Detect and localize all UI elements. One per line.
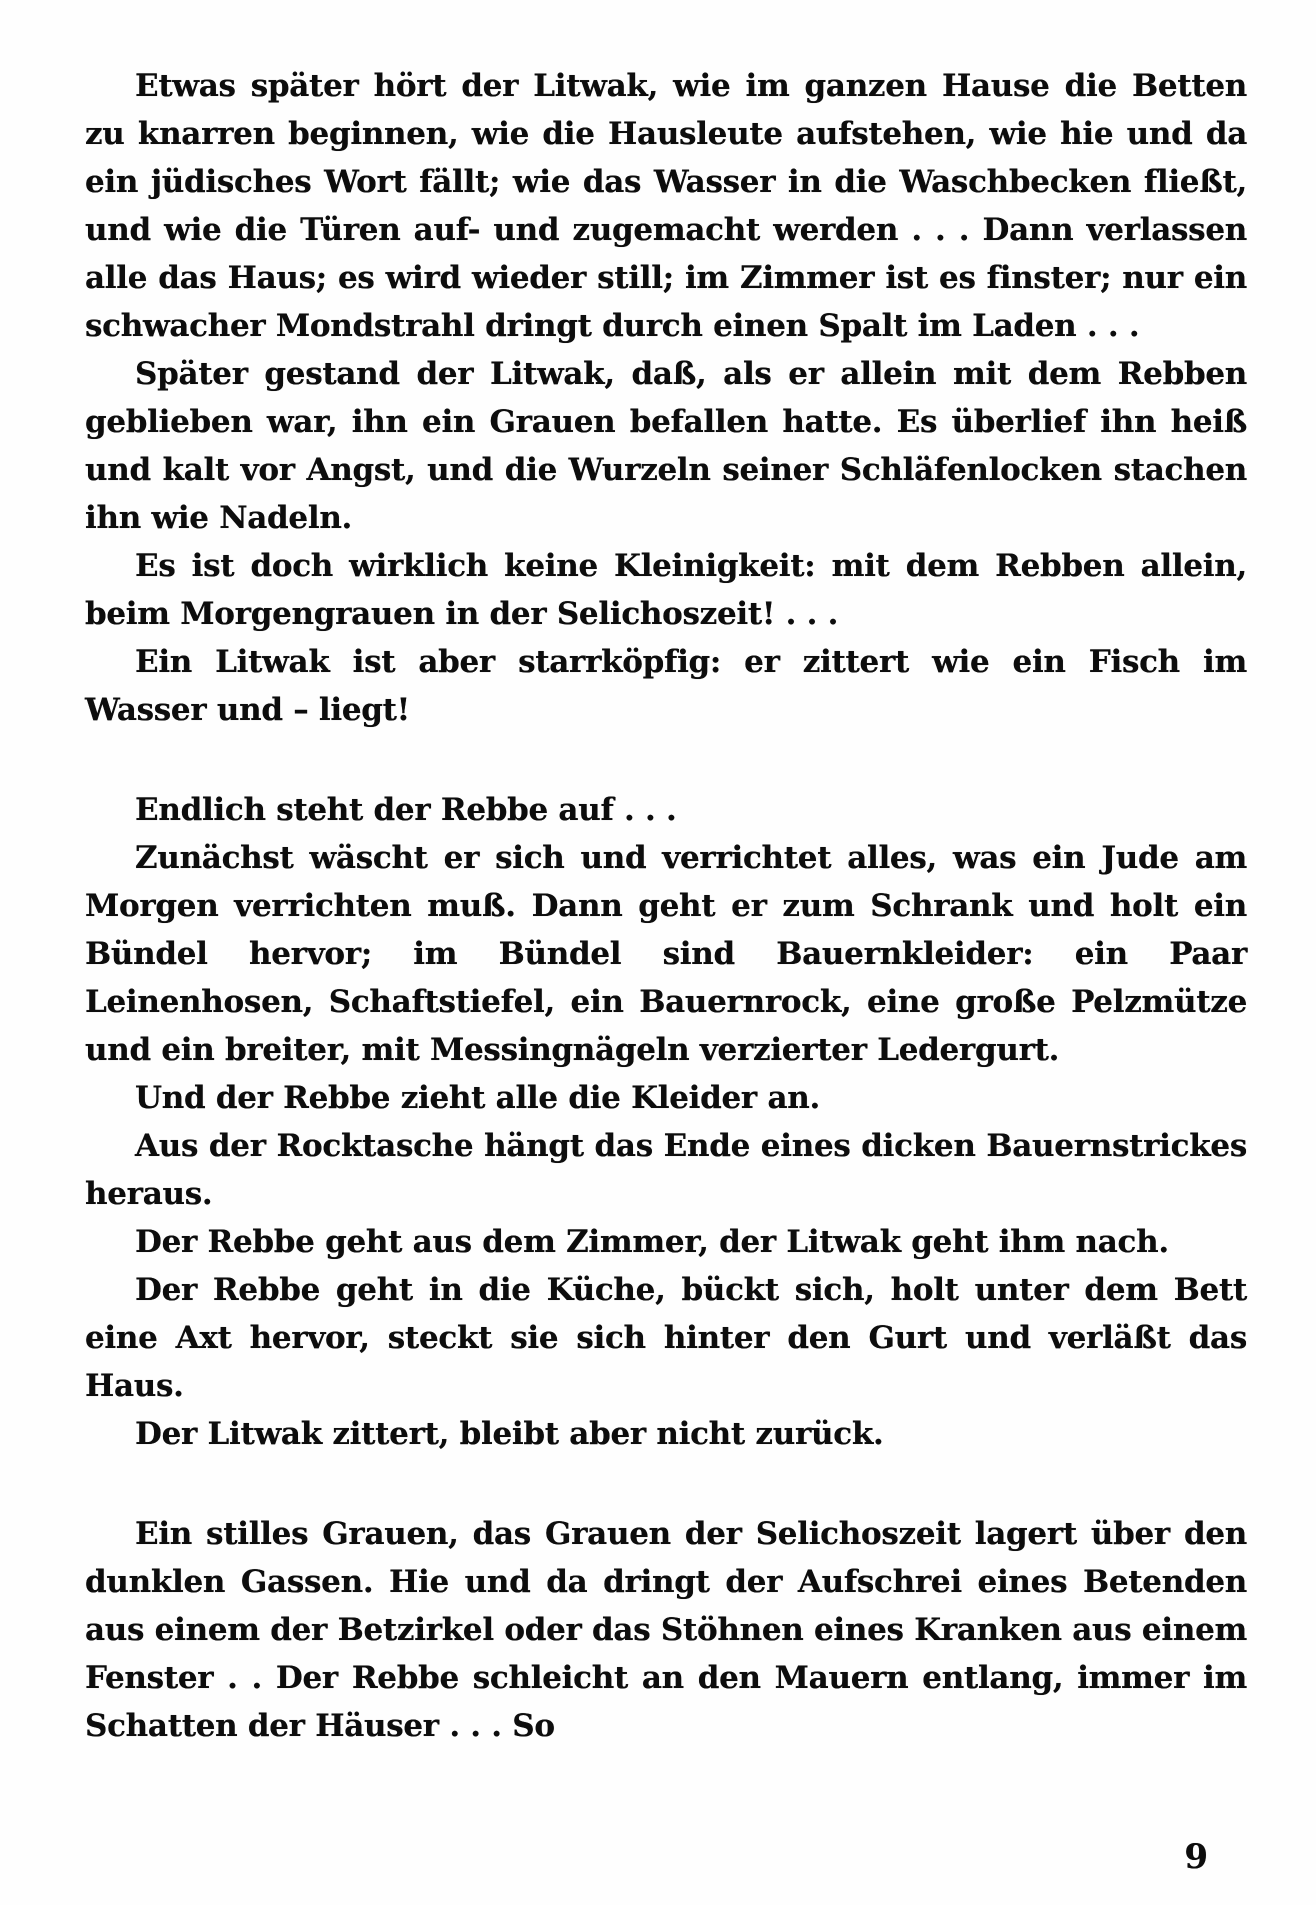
paragraph-6: Zunächst wäscht er sich und verrichtet alles, was ein Jude am Morgen verrichten muß. Dann geht er zum Schrank und holt ein Bündel hervor; im Bündel sind Bauernkleider: ein Paar Leinenhosen, Schaftstiefel, ein Bauernrock, eine große Pelzmütze und ein breiter, mit Messingnägeln verzierter Ledergurt. xyxy=(85,840,1247,1068)
section-1 xyxy=(85,62,1247,734)
paragraph-5: Endlich steht der Rebbe auf . . . xyxy=(135,792,677,828)
section-3 xyxy=(85,1510,1247,1750)
page-number: 9 xyxy=(1184,1837,1208,1877)
paragraph-12: Ein stilles Grauen, das Grauen der Selichoszeit lagert über den dunklen Gassen. Hie und da dringt der Aufschrei eines Betenden aus einem der Betzirkel oder das Stöhnen eines Kranken aus einem Fenster . . Der Rebbe schleicht an den Mauern entlang, immer im Schatten der Häuser . . . So xyxy=(85,1516,1247,1744)
paragraph-1: Etwas später hört der Litwak, wie im ganzen Hause die Betten zu knarren beginnen, wie die Hausleute aufstehen, wie hie und da ein jüdisches Wort fällt; wie das Wasser in die Waschbecken fließt, und wie die Türen auf- und zugemacht werden . . . Dann verlassen alle das Haus; es wird wieder still; im Zimmer ist es finster; nur ein schwacher Mondstrahl dringt durch einen Spalt im Laden . . . xyxy=(85,68,1247,344)
paragraph-8: Aus der Rocktasche hängt das Ende eines dicken Bauernstrickes heraus. xyxy=(85,1128,1247,1212)
text-block xyxy=(85,62,1247,1750)
paragraph-9: Der Rebbe geht aus dem Zimmer, der Litwak geht ihm nach. xyxy=(135,1224,1169,1260)
paragraph-7: Und der Rebbe zieht alle die Kleider an. xyxy=(135,1080,820,1116)
section-2 xyxy=(85,786,1247,1458)
paragraph-3: Es ist doch wirklich keine Kleinigkeit: mit dem Rebben allein, beim Morgengrauen in der Selichoszeit! . . . xyxy=(85,548,1247,632)
paragraph-4: Ein Litwak ist aber starrköpfig: er zittert wie ein Fisch im Wasser und – liegt! xyxy=(85,644,1247,728)
paragraph-10: Der Rebbe geht in die Küche, bückt sich, holt unter dem Bett eine Axt hervor, steckt sie sich hinter den Gurt und verläßt das Haus. xyxy=(85,1272,1247,1404)
paragraph-2: Später gestand der Litwak, daß, als er allein mit dem Rebben geblieben war, ihn ein Grauen befallen hatte. Es überlief ihn heiß und kalt vor Angst, und die Wurzeln seiner Schläfenlocken stachen ihn wie Nadeln. xyxy=(85,356,1247,536)
paragraph-11: Der Litwak zittert, bleibt aber nicht zurück. xyxy=(135,1416,884,1452)
